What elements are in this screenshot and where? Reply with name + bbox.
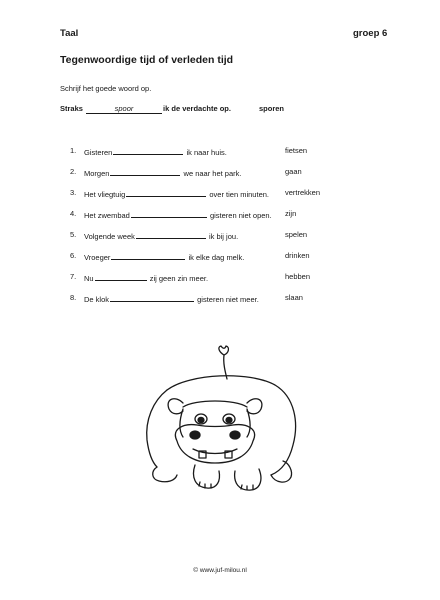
answer-blank[interactable]	[136, 230, 206, 239]
exercise-hint-verb: drinken	[285, 251, 310, 260]
exercise-before: Het vliegtuig	[84, 190, 126, 199]
exercise-number: 7.	[70, 272, 77, 281]
exercise-row	[0, 272, 440, 284]
exercise-row	[0, 293, 440, 305]
group-label: groep 6	[353, 28, 388, 39]
exercise-sentence	[84, 209, 272, 220]
example-hint: sporen	[259, 104, 285, 113]
exercise-number: 8.	[70, 293, 77, 302]
exercise-row	[0, 146, 440, 158]
exercise-hint-verb: slaan	[285, 293, 303, 302]
exercise-before: Gisteren	[84, 148, 113, 157]
hippo-illustration	[135, 345, 305, 510]
example-sentence	[60, 104, 231, 114]
exercise-sentence	[84, 230, 238, 241]
answer-blank[interactable]	[126, 188, 206, 197]
example-answer-blank: spoor	[86, 104, 162, 114]
exercise-before: Morgen	[84, 169, 110, 178]
exercise-row	[0, 209, 440, 221]
exercise-sentence	[84, 251, 244, 262]
exercise-after: zij geen zin meer.	[149, 274, 209, 283]
exercise-hint-verb: hebben	[285, 272, 311, 281]
exercise-before: Volgende week	[84, 232, 135, 241]
exercise-hint-verb: fietsen	[285, 146, 308, 155]
exercise-sentence	[84, 167, 241, 178]
exercise-hint-verb: zijn	[285, 209, 297, 218]
exercise-number: 2.	[70, 167, 77, 176]
exercise-after: gisteren niet open.	[209, 211, 272, 220]
answer-blank[interactable]	[110, 293, 194, 302]
exercise-number: 6.	[70, 251, 77, 260]
exercise-after: ik elke dag melk.	[188, 253, 245, 262]
answer-blank[interactable]	[110, 167, 180, 176]
exercise-sentence	[84, 293, 259, 304]
exercise-number: 4.	[70, 209, 77, 218]
exercise-hint-verb: gaan	[285, 167, 302, 176]
exercise-before: De klok	[84, 295, 110, 304]
exercise-row	[0, 251, 440, 263]
exercise-before: Vroeger	[84, 253, 111, 262]
worksheet-title: Tegenwoordige tijd of verleden tijd	[60, 54, 234, 66]
answer-blank[interactable]	[111, 251, 185, 260]
example-before: Straks	[60, 104, 83, 113]
exercise-row	[0, 167, 440, 179]
exercise-after: we naar het park.	[183, 169, 242, 178]
exercise-sentence	[84, 146, 227, 157]
exercise-number: 5.	[70, 230, 77, 239]
answer-blank[interactable]	[131, 209, 207, 218]
exercise-row	[0, 230, 440, 242]
exercise-number: 3.	[70, 188, 77, 197]
exercise-sentence	[84, 272, 208, 283]
exercise-number: 1.	[70, 146, 77, 155]
exercise-before: Het zwembad	[84, 211, 130, 220]
exercise-row	[0, 188, 440, 200]
exercise-hint-verb: vertrekken	[285, 188, 321, 197]
exercise-sentence	[84, 188, 269, 199]
subject-label: Taal	[60, 28, 79, 39]
copyright-footer: © www.juf-milou.nl	[193, 567, 247, 574]
example-after: ik de verdachte op.	[163, 104, 231, 113]
exercise-after: over tien minuten.	[209, 190, 269, 199]
answer-blank[interactable]	[113, 146, 183, 155]
exercise-after: ik bij jou.	[208, 232, 239, 241]
exercise-after: gisteren niet meer.	[197, 295, 259, 304]
instruction-text: Schrijf het goede woord op.	[60, 84, 152, 93]
answer-blank[interactable]	[95, 272, 147, 281]
exercise-before: Nu	[84, 274, 94, 283]
exercise-hint-verb: spelen	[285, 230, 308, 239]
exercise-after: ik naar huis.	[186, 148, 227, 157]
